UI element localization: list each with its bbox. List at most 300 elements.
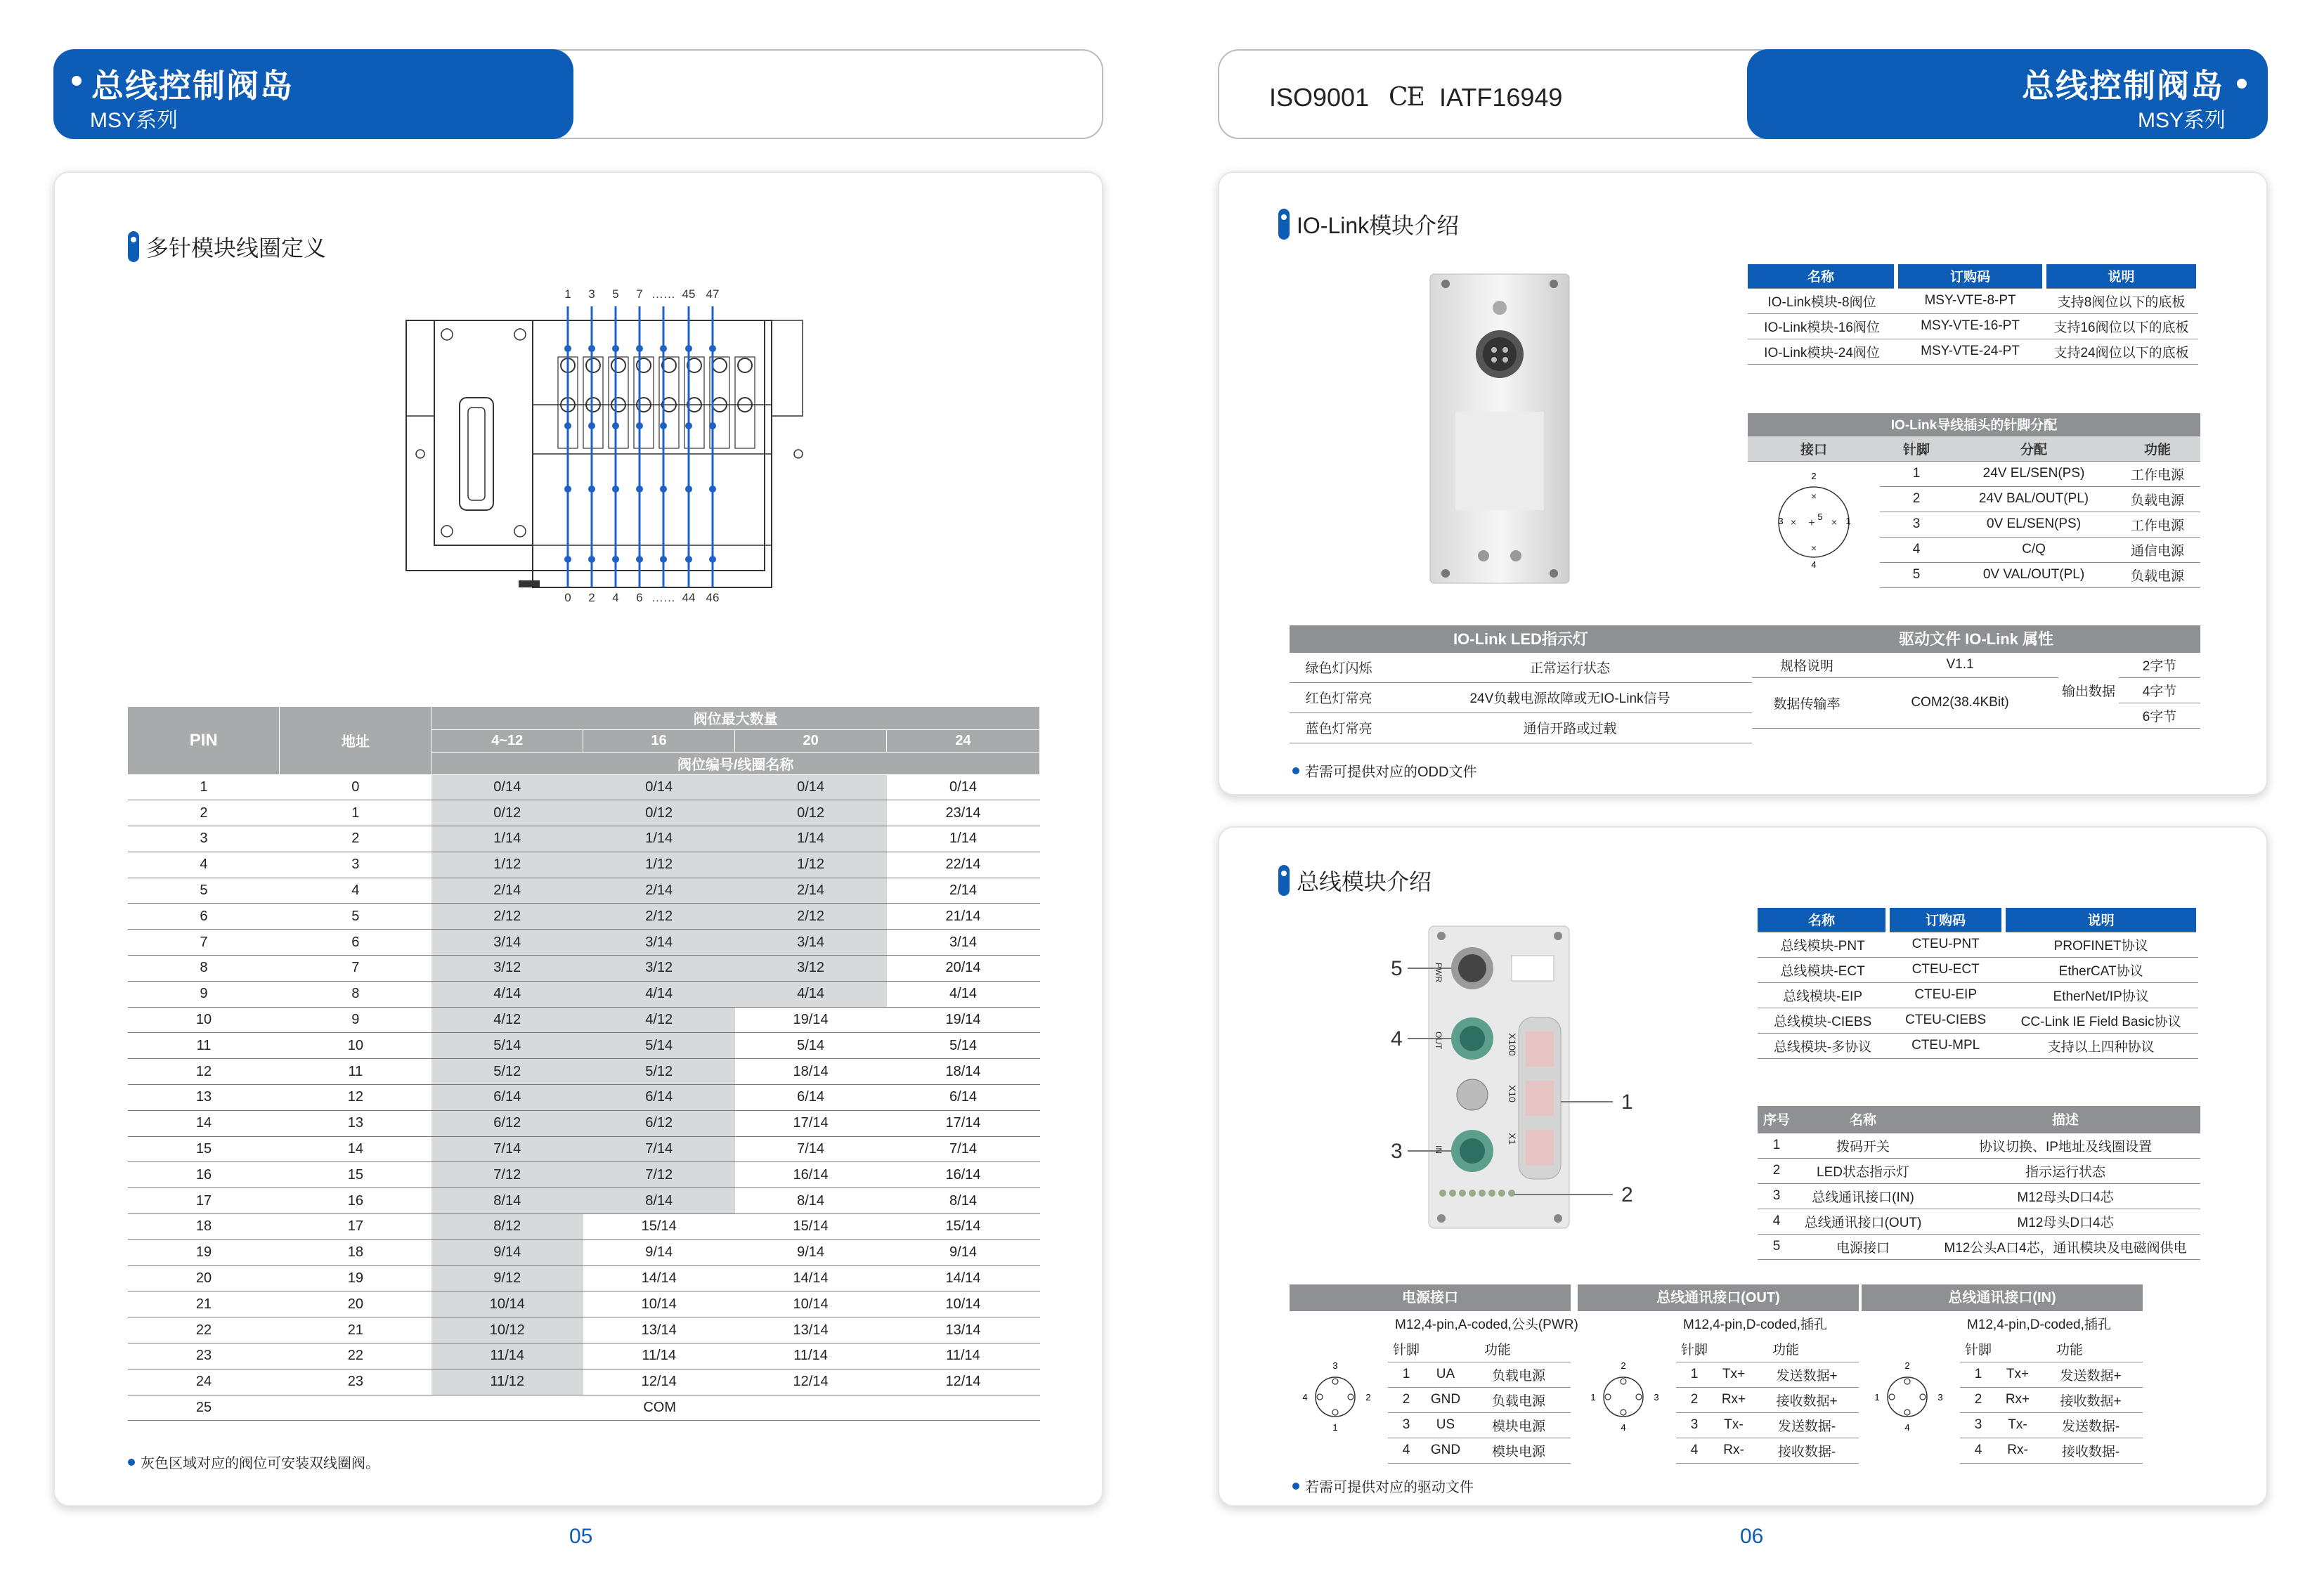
pin-dot xyxy=(588,345,595,352)
desc-header: 序号 xyxy=(1758,1106,1796,1133)
bus-module-card xyxy=(1218,826,2268,1506)
connector-spec: M12,4-pin,A-coded,公头(PWR) xyxy=(1395,1317,1578,1332)
table-cell: 3/12 xyxy=(431,956,583,982)
section-title: 多针模块线圈定义 xyxy=(128,230,326,263)
table-row xyxy=(1960,1387,2143,1412)
table-cell: 9 xyxy=(280,1007,431,1033)
connector-pin-label: 1 xyxy=(1845,516,1851,527)
table-cell: 18/14 xyxy=(887,1059,1040,1085)
table-cell: 7/14 xyxy=(735,1136,887,1162)
table-row xyxy=(128,852,1040,878)
table-cell: 11/14 xyxy=(735,1343,887,1369)
table-cell: 7/14 xyxy=(583,1136,735,1162)
table-cell: 4 xyxy=(1388,1438,1424,1463)
label-in: IN xyxy=(1434,1145,1443,1154)
table-cell: 3 xyxy=(1676,1412,1713,1438)
table-cell: 总线模块-EIP xyxy=(1758,982,1888,1008)
bottom-pin-label: 4 xyxy=(612,591,619,601)
table-cell: MSY-VTE-16-PT xyxy=(1896,313,2044,339)
table-cell: 2 xyxy=(1676,1387,1713,1412)
table-row xyxy=(1960,1412,2143,1438)
label-x10: X10 xyxy=(1507,1085,1518,1102)
table-row xyxy=(128,1188,1040,1214)
top-pin-label: …… xyxy=(651,287,675,301)
svg-text:×: × xyxy=(1831,516,1838,528)
table-cell: 2 xyxy=(128,800,280,826)
table-cell: 负载电源 xyxy=(2115,562,2200,587)
table-cell: 11 xyxy=(280,1059,431,1085)
table-cell: 24V负载电源故障或无IO-Link信号 xyxy=(1388,682,1752,712)
function-header: 功能 xyxy=(1713,1336,1859,1362)
table-cell: 总线模块-PNT xyxy=(1758,932,1888,957)
table-cell: 3 xyxy=(1388,1412,1424,1438)
table-cell: 2/12 xyxy=(431,904,583,930)
table-cell: 0/14 xyxy=(887,774,1040,800)
table-cell: IO-Link模块-8阀位 xyxy=(1748,288,1896,313)
table-row xyxy=(128,1085,1040,1111)
table-cell: 18 xyxy=(128,1214,280,1240)
pin-dot xyxy=(612,556,619,563)
function-header: 功能 xyxy=(1997,1336,2143,1362)
connector-pin-label: 4 xyxy=(1621,1422,1626,1433)
table-cell: 10/14 xyxy=(735,1291,887,1317)
table-cell: 2/12 xyxy=(583,904,735,930)
comm-out-connector-block xyxy=(1578,1284,1859,1460)
bottom-pin-label: 6 xyxy=(636,591,643,601)
table-cell: 14 xyxy=(280,1136,431,1162)
section-title: 总线模块介绍 xyxy=(1278,864,1432,897)
svg-text:×: × xyxy=(1810,490,1817,502)
pin-header: 接口 xyxy=(1748,436,1880,461)
table-cell: 9/14 xyxy=(887,1239,1040,1265)
output-label: 输出数据 xyxy=(2058,652,2119,728)
table-cell: 2/12 xyxy=(735,904,887,930)
led-table-title: IO-Link LED指示灯 xyxy=(1290,625,1752,652)
connector-pin-table xyxy=(1960,1336,2143,1464)
table-cell: 0V VAL/OUT(PL) xyxy=(1953,562,2115,587)
models-header: 说明 xyxy=(2004,908,2198,932)
table-cell: 支持8阀位以下的底板 xyxy=(2044,288,2198,313)
pin-dot xyxy=(612,345,619,352)
table-cell: 19 xyxy=(280,1265,431,1291)
table-cell: 13/14 xyxy=(735,1317,887,1343)
table-cell: 3 xyxy=(1758,1183,1796,1209)
table-cell: 3 xyxy=(128,826,280,852)
table-cell: 7/12 xyxy=(431,1162,583,1188)
table-cell: 4 xyxy=(128,852,280,878)
table-cell: 19/14 xyxy=(735,1007,887,1033)
pin-dot xyxy=(564,345,571,352)
pin-dot xyxy=(636,486,643,493)
multi-pin-module-diagram xyxy=(392,278,828,601)
table-row xyxy=(128,878,1040,904)
table-cell: 19 xyxy=(128,1239,280,1265)
table-cell: 4/14 xyxy=(887,981,1040,1007)
connector-pin-label: 1 xyxy=(1590,1392,1596,1402)
pin-dot xyxy=(660,556,667,563)
section-title: IO-Link模块介绍 xyxy=(1278,208,1459,240)
table-cell: 10/14 xyxy=(887,1291,1040,1317)
table-cell: 6 xyxy=(280,930,431,956)
table-cell: CC-Link IE Field Basic协议 xyxy=(2004,1008,2198,1033)
right-header-banner xyxy=(1747,49,2268,139)
table-cell: 发送数据- xyxy=(1755,1412,1859,1438)
table-cell: 2/14 xyxy=(583,878,735,904)
connector-pin-label: 4 xyxy=(1302,1392,1308,1402)
table-cell: 6/14 xyxy=(431,1085,583,1111)
table-cell: 模块电源 xyxy=(1467,1438,1571,1463)
table-cell: 7/14 xyxy=(887,1136,1040,1162)
col-address-header: 地址 xyxy=(280,707,431,774)
table-cell: 3/12 xyxy=(583,956,735,982)
table-row xyxy=(1748,288,2198,313)
table-cell: CTEU-ECT xyxy=(1888,957,2004,982)
table-cell: 5/14 xyxy=(583,1033,735,1059)
table-cell: 20/14 xyxy=(887,956,1040,982)
pin-header: 分配 xyxy=(1953,436,2115,461)
table-row xyxy=(128,1136,1040,1162)
bottom-pin-label: 2 xyxy=(588,591,595,601)
table-cell: 5/14 xyxy=(431,1033,583,1059)
valve-count-header: 20 xyxy=(735,729,887,752)
callout-3: 3 xyxy=(1391,1140,1403,1163)
connector-pin-table xyxy=(1676,1336,1859,1464)
table-cell: 10/14 xyxy=(583,1291,735,1317)
pin-dot xyxy=(709,345,716,352)
table-cell: 23/14 xyxy=(887,800,1040,826)
table-cell: 总线模块-ECT xyxy=(1758,957,1888,982)
table-cell: 5 xyxy=(280,904,431,930)
table-cell: 1 xyxy=(1880,461,1953,486)
table-cell: 总线通讯接口(IN) xyxy=(1796,1183,1930,1209)
coil-name-header: 阀位编号/线圈名称 xyxy=(431,752,1040,774)
table-cell: Rx- xyxy=(1997,1438,2039,1463)
output-value: 6字节 xyxy=(2119,703,2200,728)
table-row xyxy=(1758,1008,2198,1033)
table-cell: 16 xyxy=(280,1188,431,1214)
table-cell: 协议切换、IP地址及线圈设置 xyxy=(1930,1133,2200,1158)
table-cell: 负载电源 xyxy=(1467,1387,1571,1412)
coil-definition-card xyxy=(53,171,1103,1506)
pin-dot xyxy=(636,556,643,563)
pin-dot xyxy=(636,345,643,352)
connector-spec: M12,4-pin,D-coded,插孔 xyxy=(1967,1317,2111,1332)
table-cell: Rx- xyxy=(1713,1438,1755,1463)
table-cell: 3/14 xyxy=(431,930,583,956)
table-cell: 6/14 xyxy=(583,1085,735,1111)
table-cell: 6 xyxy=(128,904,280,930)
table-cell: 24V EL/SEN(PS) xyxy=(1953,461,2115,486)
output-value: 2字节 xyxy=(2119,652,2200,677)
coil-connector xyxy=(586,358,600,372)
pin-dot xyxy=(685,556,692,563)
table-cell: 0/14 xyxy=(431,774,583,800)
iolink-card xyxy=(1218,171,2268,795)
table-cell: 8 xyxy=(280,981,431,1007)
table-cell: 4 xyxy=(1758,1209,1796,1234)
table-cell: 21 xyxy=(128,1291,280,1317)
section-marker-icon xyxy=(1278,865,1290,896)
iolink-driver-table xyxy=(1752,625,2200,729)
models-header: 名称 xyxy=(1748,264,1896,288)
table-cell: 15 xyxy=(128,1136,280,1162)
table-cell: 8/14 xyxy=(583,1188,735,1214)
table-cell: 12 xyxy=(128,1059,280,1085)
table-cell: 0/12 xyxy=(431,800,583,826)
connector-pin-label: 2 xyxy=(1811,471,1817,482)
coil-connector xyxy=(713,358,727,372)
col-pin-header: PIN xyxy=(128,707,280,774)
comm-in-connector-block xyxy=(1862,1284,2143,1460)
table-cell: 1/12 xyxy=(431,852,583,878)
table-cell: 负载电源 xyxy=(1467,1362,1571,1387)
connector-pinout-icon xyxy=(1290,1341,1381,1453)
table-row xyxy=(1290,652,1752,682)
table-cell: 17 xyxy=(280,1214,431,1240)
iolink-models-table xyxy=(1748,264,2200,365)
pin-dot xyxy=(588,422,595,429)
table-cell: 4/14 xyxy=(431,981,583,1007)
table-header-row xyxy=(1388,1336,1571,1362)
table-row xyxy=(1758,932,2198,957)
connector-block-title: 总线通讯接口(OUT) xyxy=(1578,1284,1859,1311)
table-row xyxy=(128,1033,1040,1059)
note-bullet-icon xyxy=(1292,767,1299,774)
table-row xyxy=(1748,461,2200,486)
table-cell: 9/14 xyxy=(583,1239,735,1265)
table-cell: 11/14 xyxy=(583,1343,735,1369)
table-cell: 8/14 xyxy=(887,1188,1040,1214)
pin-dot xyxy=(660,345,667,352)
table-cell: 5/14 xyxy=(887,1033,1040,1059)
table-cell: 3/12 xyxy=(735,956,887,982)
table-cell: 1 xyxy=(1388,1362,1424,1387)
table-row xyxy=(1960,1362,2143,1387)
table-cell: 4 xyxy=(1960,1438,1997,1463)
pin-dot xyxy=(685,486,692,493)
table-cell: 13 xyxy=(280,1110,431,1136)
table-cell: 3/14 xyxy=(735,930,887,956)
table-row xyxy=(128,800,1040,826)
table-cell: 2 xyxy=(1880,486,1953,512)
table-row xyxy=(1758,1234,2200,1259)
table-cell: 发送数据- xyxy=(2039,1412,2143,1438)
svg-text:×: × xyxy=(1810,542,1817,554)
table-cell: 19/14 xyxy=(887,1007,1040,1033)
table-cell: 12/14 xyxy=(887,1369,1040,1395)
table-cell: 1/12 xyxy=(583,852,735,878)
table-cell: M12公头A口4芯，通讯模块及电磁阀供电 xyxy=(1930,1234,2200,1259)
table-row xyxy=(128,1239,1040,1265)
right-header-subtitle: MSY系列 xyxy=(2137,109,2226,132)
table-cell: 22 xyxy=(128,1317,280,1343)
function-header: 功能 xyxy=(1424,1336,1571,1362)
label-x100: X100 xyxy=(1507,1033,1518,1056)
table-row xyxy=(1676,1438,1859,1463)
table-cell: 通信电源 xyxy=(2115,537,2200,562)
pin-dot xyxy=(564,556,571,563)
table-row xyxy=(1758,1133,2200,1158)
table-cell: 11/14 xyxy=(887,1343,1040,1369)
table-row xyxy=(128,1317,1040,1343)
bottom-pin-label: 44 xyxy=(682,591,696,601)
table-row xyxy=(1676,1387,1859,1412)
table-cell: M12母头D口4芯 xyxy=(1930,1183,2200,1209)
table-cell: 蓝色灯常亮 xyxy=(1290,712,1388,743)
page-number-right: 06 xyxy=(1740,1525,1764,1548)
valve-count-header: 4~12 xyxy=(431,729,583,752)
connector-pin-table xyxy=(1388,1336,1571,1464)
table-cell: 0 xyxy=(280,774,431,800)
table-row xyxy=(1388,1412,1571,1438)
label-x1: X1 xyxy=(1507,1133,1518,1145)
table-cell: 红色灯常亮 xyxy=(1290,682,1388,712)
table-cell: 接收数据- xyxy=(2039,1438,2143,1463)
table-cell: 3/14 xyxy=(887,930,1040,956)
table-cell: 2 xyxy=(1388,1387,1424,1412)
table-cell: 11/12 xyxy=(431,1369,583,1395)
table-cell: 23 xyxy=(128,1343,280,1369)
bus-module-image xyxy=(1374,919,1669,1242)
table-cell: 13/14 xyxy=(583,1317,735,1343)
iolink-pin-table xyxy=(1748,413,2200,588)
table-cell: 4/12 xyxy=(431,1007,583,1033)
table-cell: 支持16阀位以下的底板 xyxy=(2044,313,2198,339)
table-cell: 15/14 xyxy=(735,1214,887,1240)
table-cell: MSY-VTE-24-PT xyxy=(1896,339,2044,364)
table-cell: CTEU-CIEBS xyxy=(1888,1008,2004,1033)
pin-header: 功能 xyxy=(2115,436,2200,461)
table-cell: 8/14 xyxy=(735,1188,887,1214)
connector-pin-label: 5 xyxy=(1817,512,1823,523)
label-pwr: PWR xyxy=(1434,963,1443,982)
table-cell: CTEU-EIP xyxy=(1888,982,2004,1008)
top-pin-label: 45 xyxy=(682,287,696,301)
table-cell: IO-Link模块-24阀位 xyxy=(1748,339,1896,364)
top-pin-label: 5 xyxy=(612,287,619,301)
pin-dot xyxy=(588,486,595,493)
table-row xyxy=(1290,682,1752,712)
bullet-dot xyxy=(72,76,82,86)
table-cell: 0V EL/SEN(PS) xyxy=(1953,512,2115,537)
table-row xyxy=(128,1110,1040,1136)
pin-dot xyxy=(564,486,571,493)
left-header-subtitle: MSY系列 xyxy=(90,109,178,132)
table-cell: 17/14 xyxy=(735,1110,887,1136)
connector-spec: M12,4-pin,D-coded,插孔 xyxy=(1683,1317,1827,1332)
table-row xyxy=(128,1291,1040,1317)
note-bullet-icon xyxy=(1292,1483,1299,1490)
label-out: OUT xyxy=(1434,1031,1443,1050)
table-cell: 7/12 xyxy=(583,1162,735,1188)
table-cell: Rx+ xyxy=(1713,1387,1755,1412)
table-cell: 拨码开关 xyxy=(1796,1133,1930,1158)
callout-4: 4 xyxy=(1391,1027,1403,1050)
table-cell: PROFINET协议 xyxy=(2004,932,2198,957)
connector-pin-label: 1 xyxy=(1332,1422,1338,1433)
table-cell: 3 xyxy=(280,852,431,878)
table-row xyxy=(1758,1209,2200,1234)
models-header: 订购码 xyxy=(1896,264,2044,288)
table-cell: 总线模块-CIEBS xyxy=(1758,1008,1888,1033)
table-cell: 7/14 xyxy=(431,1136,583,1162)
table-cell: 0/12 xyxy=(583,800,735,826)
table-cell: 18 xyxy=(280,1239,431,1265)
table-cell: 总线通讯接口(OUT) xyxy=(1796,1209,1930,1234)
table-cell: 15 xyxy=(280,1162,431,1188)
table-row xyxy=(128,981,1040,1007)
callout-2: 2 xyxy=(1621,1183,1633,1206)
table-cell: 绿色灯闪烁 xyxy=(1290,652,1388,682)
table-cell: 10 xyxy=(128,1007,280,1033)
table-cell: 2 xyxy=(1960,1387,1997,1412)
table-cell: 指示运行状态 xyxy=(1930,1158,2200,1183)
table-cell: M12母头D口4芯 xyxy=(1930,1209,2200,1234)
table-cell: LED状态指示灯 xyxy=(1796,1158,1930,1183)
table-row xyxy=(128,930,1040,956)
connector-pinout-icon xyxy=(1578,1341,1669,1453)
table-cell: 20 xyxy=(280,1291,431,1317)
table-row xyxy=(1676,1362,1859,1387)
table-row xyxy=(1676,1412,1859,1438)
table-cell: 5 xyxy=(1758,1234,1796,1259)
pin-header: 针脚 xyxy=(1388,1336,1424,1362)
table-cell: 3 xyxy=(1960,1412,1997,1438)
spec-label: 规格说明 xyxy=(1752,652,1862,677)
iolink-module-image xyxy=(1427,271,1575,587)
connector-block-title: 电源接口 xyxy=(1290,1284,1571,1311)
table-row xyxy=(1758,1158,2200,1183)
table-cell: 24 xyxy=(128,1369,280,1395)
top-pin-label: 47 xyxy=(706,287,720,301)
table-header-row xyxy=(1960,1336,2143,1362)
pin-dot xyxy=(612,422,619,429)
table-cell: 4/14 xyxy=(583,981,735,1007)
pin-dot xyxy=(685,345,692,352)
table-cell: 0/14 xyxy=(583,774,735,800)
driver-file-note: 若需可提供对应的驱动文件 xyxy=(1292,1476,1474,1496)
table-cell: 1 xyxy=(128,774,280,800)
table-cell: US xyxy=(1424,1412,1467,1438)
right-header-title: 总线控制阀岛 xyxy=(2022,67,2224,104)
top-pin-label: 1 xyxy=(564,287,571,301)
cert-iso: ISO9001 xyxy=(1269,83,1370,112)
table-cell: 25 xyxy=(128,1395,280,1421)
table-cell: 9/14 xyxy=(431,1239,583,1265)
table-cell: 6/12 xyxy=(431,1110,583,1136)
callout-1: 1 xyxy=(1621,1091,1633,1114)
table-row xyxy=(128,1007,1040,1033)
table-cell: 正常运行状态 xyxy=(1388,652,1752,682)
table-row xyxy=(128,826,1040,852)
table-row xyxy=(128,1265,1040,1291)
table-cell: COM xyxy=(280,1395,1040,1421)
table-cell: 5/12 xyxy=(583,1059,735,1085)
table-row xyxy=(128,1395,1040,1421)
table-cell: 9/12 xyxy=(431,1265,583,1291)
iolink-connector-icon xyxy=(1768,469,1859,575)
pin-dot xyxy=(636,422,643,429)
table-cell: GND xyxy=(1424,1387,1467,1412)
gray-area-note: 灰色区域对应的阀位可安装双线圈阀。 xyxy=(128,1452,379,1472)
table-cell: 4/12 xyxy=(583,1007,735,1033)
table-cell: 通信开路或过载 xyxy=(1388,712,1752,743)
table-cell: 6/12 xyxy=(583,1110,735,1136)
table-cell: 15/14 xyxy=(583,1214,735,1240)
bullet-dot xyxy=(2237,79,2247,89)
table-cell: 11 xyxy=(128,1033,280,1059)
pin-dot xyxy=(564,422,571,429)
